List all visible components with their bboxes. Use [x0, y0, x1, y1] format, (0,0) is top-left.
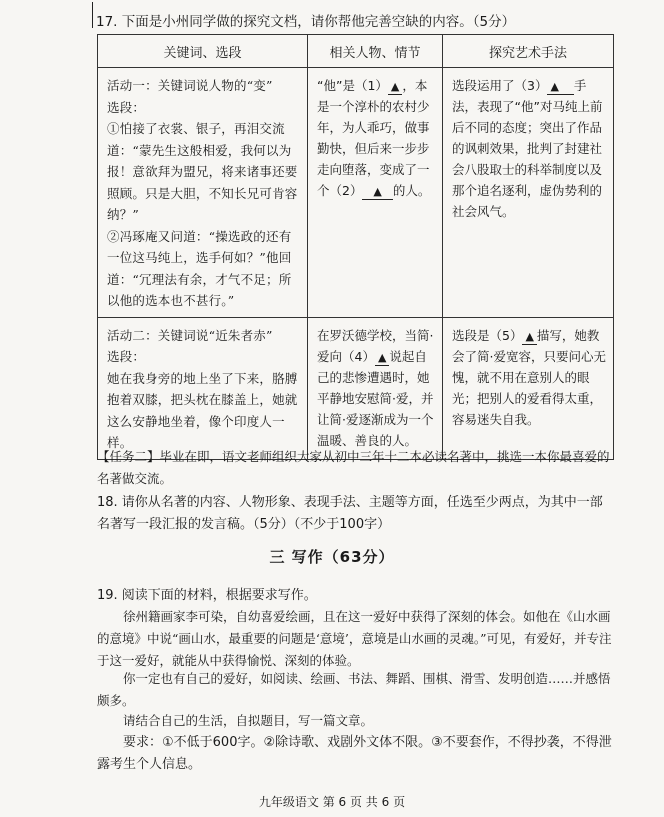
task-2-text: 【任务二】毕业在即，语文老师组织大家从初中三年十二本必读名著中，挑选一本你最喜爱的名著做交流。 — [97, 449, 610, 486]
blank-marker-icon: ▲ — [373, 185, 382, 198]
activity-1-excerpt-1: ①怕接了衣裳、银子，再泪交流道：“蒙先生这般相爱，我何以为报！意欲拜为盟兄，将来诸事还要照顾。只是大胆，不知长兄可肯容纳？” — [107, 121, 298, 222]
activity-2-label: 选段： — [107, 349, 146, 364]
header-keywords: 关键词、选段 — [98, 35, 308, 68]
material-paragraph-1: 徐州籍画家李可染，自幼喜爱绘画，且在这一爱好中获得了深刻的体会。如他在《山水画的意境》中说“画山水，最重要的问题是‘意境’，意境是山水画的灵魂。”可见，有爱好，并专注于这一爱好，就能从中获得愉悦、深刻的体验。 — [97, 609, 612, 668]
text: “他”是（1） — [317, 78, 388, 93]
activity-1-character-cell — [308, 68, 443, 318]
blank-1[interactable] — [388, 78, 402, 95]
margin-line — [92, 2, 93, 28]
text: 的人。 — [392, 183, 431, 198]
inquiry-table — [97, 34, 614, 460]
section-heading: 三 写作（63分） — [269, 548, 395, 566]
blank-2[interactable] — [362, 183, 392, 200]
header-techniques: 探究艺术手法 — [443, 35, 614, 68]
question-18: 18. 请你从名著的内容、人物形象、表现手法、主题等方面，任选至少两点，为其中一部名著写一段汇报的发言稿。（5分）（不少于100字） — [97, 495, 603, 532]
activity-1-heading: 活动一：关键词说人物的“变” — [107, 78, 273, 93]
blank-4[interactable] — [375, 349, 389, 366]
activity-2-heading: 活动二：关键词说“近朱者赤” — [107, 327, 273, 343]
text: 选段运用了（3） — [452, 78, 548, 93]
text: 在罗沃德学校，当简·爱向（4） — [317, 327, 434, 364]
instruction-paragraph: 请结合自己的生活，自拟题目，写一篇文章。 — [123, 713, 374, 728]
blank-marker-icon: ▲ — [525, 329, 534, 343]
blank-3[interactable] — [547, 78, 573, 95]
activity-2-excerpt: 她在我身旁的地上坐了下来，胳膊抱着双膝，把头枕在膝盖上，她就这么安静地坐着，像个印度人一样。 — [107, 370, 298, 450]
activity-2-technique-cell — [443, 317, 614, 459]
question-17-title: 17. 下面是小州同学做的探究文档，请你帮他完善空缺的内容。（5分） — [96, 14, 516, 30]
text: 选段是（5） — [452, 327, 523, 343]
question-19-title: 19. 阅读下面的材料，根据要求写作。 — [97, 588, 317, 603]
blank-marker-icon: ▲ — [550, 80, 559, 93]
activity-1-label: 选段： — [107, 99, 146, 115]
blank-5[interactable] — [522, 328, 536, 345]
blank-marker-icon: ▲ — [377, 350, 387, 364]
activity-2-character-cell — [308, 317, 443, 459]
requirements-paragraph: 要求：①不低于600字。②除诗歌、戏剧外文体不限。③不要套作，不得抄袭，不得泄露考生个人信息。 — [97, 735, 612, 772]
text: ，本是一个淳朴的农村少年，为人乖巧，做事勤快，但后来一步步走向堕落，变成了一个（2） — [317, 78, 430, 198]
activity-1-excerpt-2: ②冯琢庵又问道：“操选政的还有一位这马纯上，选手何如？”他回道：“冗理法有余，才气不足；所以他的选本也不甚行。” — [107, 228, 292, 308]
header-characters: 相关人物、情节 — [308, 35, 443, 68]
text: 说起自己的悲惨遭遇时，她平静地安慰简·爱，并让简·爱逐渐成为一个温暖、善良的人。 — [317, 348, 434, 448]
text: 描写，她教会了简·爱宽容，只要问心无愧，就不用在意别人的眼光；把别人的爱看得太重，容易迷失自我。 — [452, 327, 606, 427]
page-footer: 九年级语文 第 6 页 共 6 页 — [258, 795, 406, 809]
activity-1-technique-cell — [443, 68, 614, 318]
blank-marker-icon: ▲ — [390, 80, 400, 93]
material-paragraph-2: 你一定也有自己的爱好，如阅读、绘画、书法、舞蹈、围棋、滑雪、发明创造……并感悟颇多。 — [97, 671, 611, 708]
text: 手法，表现了“他”对马纯上前后不同的态度；突出了作品的讽刺效果，批判了封建社会八股取士的科举制度以及那个追名逐利，虚伪势利的社会风气。 — [452, 78, 603, 219]
activity-1-cell — [98, 68, 308, 318]
activity-2-cell — [98, 317, 308, 459]
